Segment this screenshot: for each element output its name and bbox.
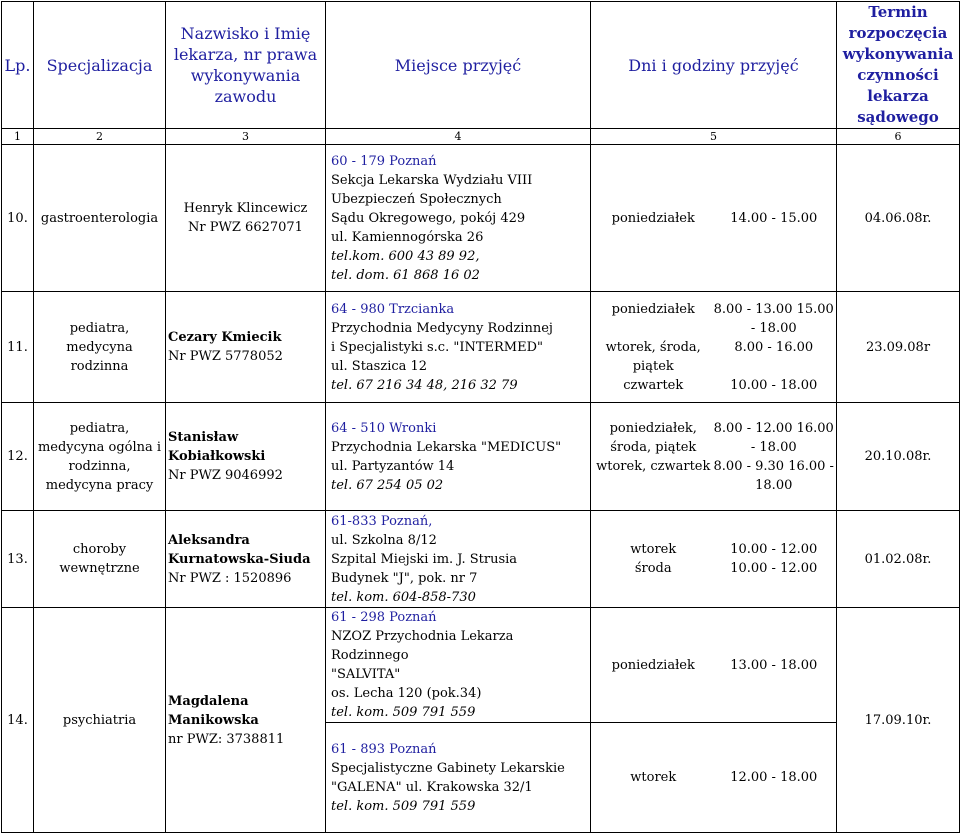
schedule-day: poniedziałek bbox=[611, 657, 695, 673]
row-specialization: choroby wewnętrzne bbox=[34, 511, 166, 608]
header-place: Miejsce przyjęć bbox=[326, 2, 591, 129]
row-lp: 10. bbox=[2, 145, 34, 292]
schedule-hours: 8.00 - 16.00 bbox=[734, 339, 814, 355]
row-specialization: gastroenterologia bbox=[34, 145, 166, 292]
row-schedule bbox=[591, 145, 837, 292]
header-lp: Lp. bbox=[2, 2, 34, 129]
place-line: Budynek "J", pok. nr 7 bbox=[331, 570, 478, 586]
header-name: Nazwisko i Imię lekarza, nr prawa wykonywania zawodu bbox=[166, 2, 326, 129]
row-schedule bbox=[591, 608, 837, 723]
col-number: 5 bbox=[591, 129, 837, 145]
place-line: NZOZ Przychodnia Lekarza Rodzinnego bbox=[331, 629, 514, 663]
place-line: ul. Partyzantów 14 bbox=[331, 458, 455, 474]
doctor-name: Henryk Klincewicz bbox=[183, 201, 308, 216]
row-start-date: 17.09.10r. bbox=[837, 608, 960, 833]
header-start-date: Termin rozpoczęcia wykonywania czynności lekarza sądowego bbox=[837, 2, 960, 129]
col-number: 3 bbox=[166, 129, 326, 145]
place-postcode-city: 64 - 980 Trzcianka bbox=[331, 301, 455, 317]
doctor-name: Magdalena Manikowska bbox=[168, 693, 259, 728]
doctor-pwz: Nr PWZ 6627071 bbox=[188, 220, 303, 235]
place-phone: tel. kom. 509 791 559 bbox=[331, 798, 476, 814]
schedule-day: wtorek bbox=[630, 542, 677, 557]
place-phone: tel. 67 254 05 02 bbox=[331, 477, 444, 493]
table-row bbox=[2, 145, 960, 292]
row-start-date: 01.02.08r. bbox=[837, 511, 960, 608]
schedule-hours: 13.00 - 18.00 bbox=[730, 657, 818, 673]
row-doctor bbox=[166, 292, 326, 403]
schedule-hours: 8.00 - 9.30 16.00 - 18.00 bbox=[713, 458, 834, 493]
row-schedule bbox=[591, 292, 837, 403]
row-schedule bbox=[591, 511, 837, 608]
schedule-hours: 8.00 - 12.00 16.00 - 18.00 bbox=[713, 420, 834, 455]
row-lp: 14. bbox=[2, 608, 34, 833]
place-line: Sekcja Lekarska Wydziału VIII bbox=[331, 172, 533, 188]
place-line: Przychodnia Medycyny Rodzinnej bbox=[331, 320, 553, 336]
column-number-row bbox=[2, 129, 960, 145]
schedule-hours: 10.00 - 12.00 bbox=[730, 561, 818, 576]
row-schedule bbox=[591, 723, 837, 833]
place-line: "GALENA" ul. Krakowska 32/1 bbox=[331, 779, 533, 795]
row-place bbox=[326, 403, 591, 511]
place-line: ul. Kamiennogórska 26 bbox=[331, 229, 484, 245]
col-number: 2 bbox=[34, 129, 166, 145]
table-row bbox=[2, 292, 960, 403]
schedule-hours: 14.00 - 15.00 bbox=[730, 210, 818, 226]
place-phone: tel. kom. 509 791 559 bbox=[331, 705, 476, 720]
place-postcode-city: 60 - 179 Poznań bbox=[331, 153, 437, 169]
row-doctor bbox=[166, 608, 326, 833]
schedule-hours: 10.00 - 18.00 bbox=[730, 377, 818, 393]
place-line: "SALVITA" bbox=[331, 667, 401, 682]
header-row bbox=[2, 2, 960, 129]
table-row bbox=[2, 511, 960, 608]
row-place bbox=[326, 723, 591, 833]
row-schedule bbox=[591, 403, 837, 511]
row-doctor bbox=[166, 403, 326, 511]
header-days: Dni i godziny przyjęć bbox=[591, 2, 837, 129]
doctors-table bbox=[1, 1, 960, 833]
table-row bbox=[2, 608, 960, 723]
row-place bbox=[326, 608, 591, 723]
table-row bbox=[2, 403, 960, 511]
doctor-name: Aleksandra Kurnatowska-Siuda bbox=[168, 532, 311, 567]
place-phone: tel. dom. 61 868 16 02 bbox=[331, 267, 480, 283]
doctor-pwz: nr PWZ: 3738811 bbox=[168, 731, 285, 747]
place-line: Ubezpieczeń Społecznych bbox=[331, 191, 502, 207]
place-postcode-city: 61-833 Poznań, bbox=[331, 513, 433, 529]
schedule-day: środa bbox=[634, 561, 672, 576]
col-number: 6 bbox=[837, 129, 960, 145]
row-lp: 12. bbox=[2, 403, 34, 511]
row-place bbox=[326, 511, 591, 608]
place-phone: tel. 67 216 34 48, 216 32 79 bbox=[331, 377, 518, 393]
col-number: 1 bbox=[2, 129, 34, 145]
doctor-name: Cezary Kmiecik bbox=[168, 330, 282, 345]
place-line: Specjalistyczne Gabinety Lekarskie bbox=[331, 760, 565, 776]
row-doctor bbox=[166, 511, 326, 608]
row-specialization: pediatra, medycyna rodzinna bbox=[34, 292, 166, 403]
place-line: os. Lecha 120 (pok.34) bbox=[331, 686, 482, 701]
row-place bbox=[326, 292, 591, 403]
place-phone: tel. kom. 604-858-730 bbox=[331, 589, 476, 605]
place-postcode-city: 64 - 510 Wronki bbox=[331, 420, 437, 436]
row-specialization: psychiatria bbox=[34, 608, 166, 833]
schedule-day: poniedziałek bbox=[611, 210, 695, 226]
row-lp: 13. bbox=[2, 511, 34, 608]
row-lp: 11. bbox=[2, 292, 34, 403]
place-line: Szpital Miejski im. J. Strusia bbox=[331, 551, 518, 567]
place-phone: tel.kom. 600 43 89 92, bbox=[331, 248, 480, 264]
row-start-date: 04.06.08r. bbox=[837, 145, 960, 292]
row-doctor bbox=[166, 145, 326, 292]
place-postcode-city: 61 - 893 Poznań bbox=[331, 741, 437, 757]
place-line: Sądu Okregowego, pokój 429 bbox=[331, 210, 526, 226]
row-start-date: 23.09.08r bbox=[837, 292, 960, 403]
doctor-pwz: Nr PWZ : 1520896 bbox=[168, 570, 292, 586]
header-specialization: Specjalizacja bbox=[34, 2, 166, 129]
schedule-hours: 8.00 - 13.00 15.00 - 18.00 bbox=[713, 301, 834, 336]
doctor-pwz: Nr PWZ 5778052 bbox=[168, 349, 283, 364]
schedule-hours: 12.00 - 18.00 bbox=[730, 770, 818, 785]
col-number: 4 bbox=[326, 129, 591, 145]
schedule-day: wtorek, środa, piątek bbox=[605, 339, 701, 374]
schedule-day: poniedziałek, środa, piątek bbox=[609, 420, 697, 455]
place-line: Przychodnia Lekarska "MEDICUS" bbox=[331, 439, 562, 455]
schedule-day: wtorek bbox=[630, 770, 677, 785]
row-place bbox=[326, 145, 591, 292]
doctor-name: Stanisław Kobiałkowski bbox=[168, 430, 266, 464]
schedule-hours: 10.00 - 12.00 bbox=[730, 542, 818, 557]
schedule-day: wtorek, czwartek bbox=[596, 458, 711, 474]
schedule-day: czwartek bbox=[623, 377, 684, 393]
place-line: ul. Szkolna 8/12 bbox=[331, 532, 437, 548]
row-start-date: 20.10.08r. bbox=[837, 403, 960, 511]
row-specialization: pediatra, medycyna ogólna i rodzinna, medycyna pracy bbox=[34, 403, 166, 511]
place-postcode-city: 61 - 298 Poznań bbox=[331, 610, 437, 625]
place-line: i Specjalistyki s.c. "INTERMED" bbox=[331, 339, 543, 355]
schedule-day: poniedziałek bbox=[611, 301, 695, 317]
place-line: ul. Staszica 12 bbox=[331, 358, 428, 374]
doctor-pwz: Nr PWZ 9046992 bbox=[168, 468, 283, 483]
